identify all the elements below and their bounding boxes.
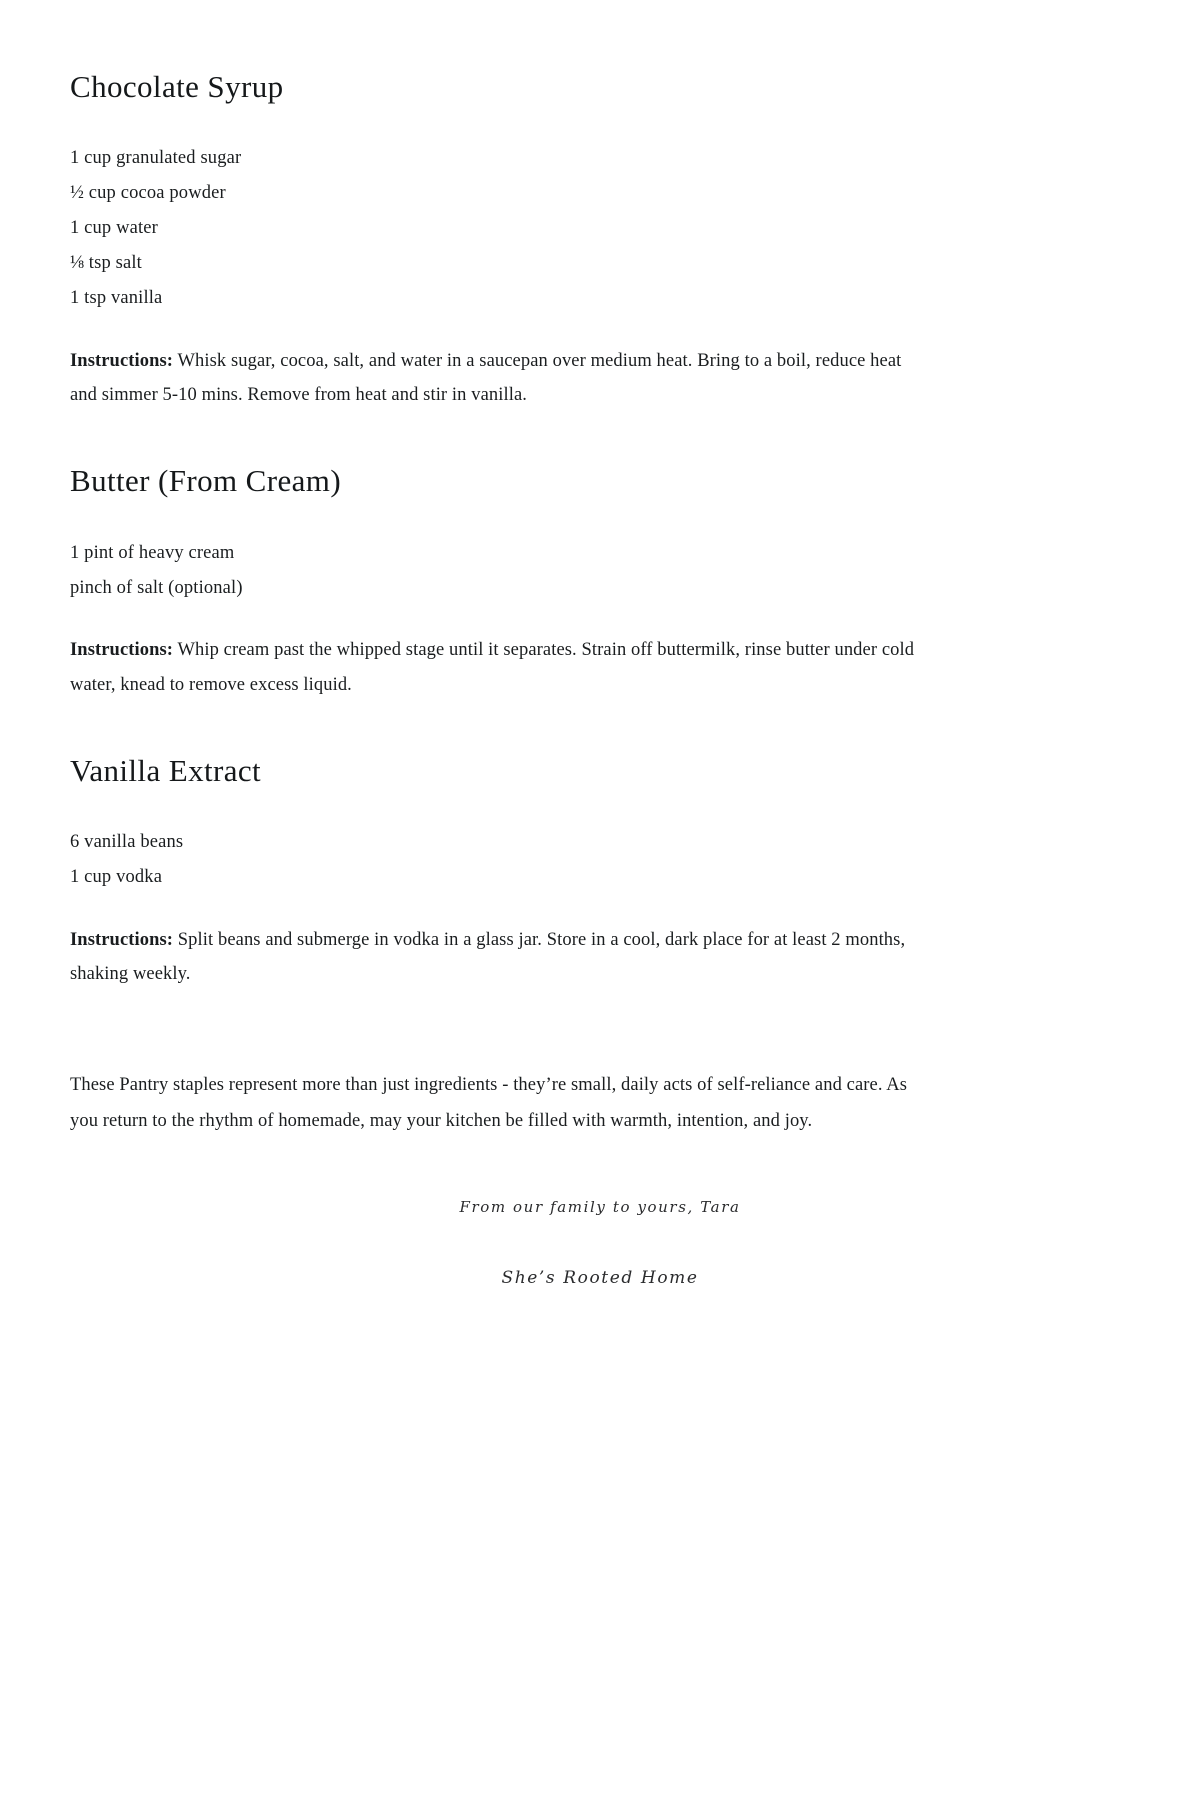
- instructions-text: Whip cream past the whipped stage until it separates. Strain off buttermilk, rinse butter under cold water, knead to remove excess liquid.: [70, 640, 915, 695]
- instructions-paragraph: [70, 633, 925, 701]
- ingredient-item: 6 vanilla beans: [70, 832, 184, 853]
- recipe-title: Butter (From Cream): [70, 463, 342, 499]
- ingredient-item: pinch of salt (optional): [70, 577, 243, 598]
- instructions-text: Whisk sugar, cocoa, salt, and water in a saucepan over medium heat. Bring to a boil, reduce heat and simmer 5-10 mins. Remove from heat and stir in vanilla.: [70, 350, 902, 406]
- signature-brand-name: [0, 1268, 1200, 1288]
- closing-paragraph: These Pantry staples represent more than just ingredients - they’re small, daily acts of self-reliance and care. As you return to the rhythm of homemade, may your kitchen be filled with warmth, intention, and joy.: [70, 1075, 908, 1131]
- instructions-label: Instructions:: [70, 350, 174, 371]
- ingredient-list: [70, 825, 1020, 895]
- instructions-paragraph: [70, 344, 925, 412]
- closing-note: [70, 1068, 950, 1139]
- recipe-title: Chocolate Syrup: [70, 69, 284, 104]
- ingredient-item: ⅛ tsp salt: [70, 253, 142, 274]
- ingredient-list: [70, 141, 1020, 316]
- recipe-section-butter-from-cream: [70, 462, 1020, 702]
- recipe-section-vanilla-extract: [70, 752, 1020, 992]
- instructions-label: Instructions:: [70, 640, 174, 661]
- ingredient-item: 1 tsp vanilla: [70, 288, 163, 308]
- signature-text: She’s Rooted Home: [501, 1268, 699, 1288]
- ingredient-item: 1 pint of heavy cream: [70, 542, 235, 563]
- instructions-label: Instructions:: [70, 930, 174, 951]
- instructions-text: Split beans and submerge in vodka in a glass jar. Store in a cool, dark place for at least 2 months, shaking weekly.: [70, 930, 906, 985]
- signature-text: From our family to yours, Tara: [459, 1198, 741, 1216]
- ingredient-item: 1 cup granulated sugar: [70, 148, 242, 169]
- recipe-section-chocolate-syrup: [70, 68, 1020, 412]
- instructions-paragraph: [70, 923, 925, 991]
- ingredient-item: ½ cup cocoa powder: [70, 183, 226, 204]
- recipe-title: Vanilla Extract: [70, 752, 262, 788]
- ingredient-list: [70, 536, 1020, 606]
- signature-from-family: [0, 1198, 1200, 1217]
- ingredient-item: 1 cup vodka: [70, 867, 163, 888]
- recipes-container: [70, 68, 1020, 991]
- ingredient-item: 1 cup water: [70, 218, 158, 239]
